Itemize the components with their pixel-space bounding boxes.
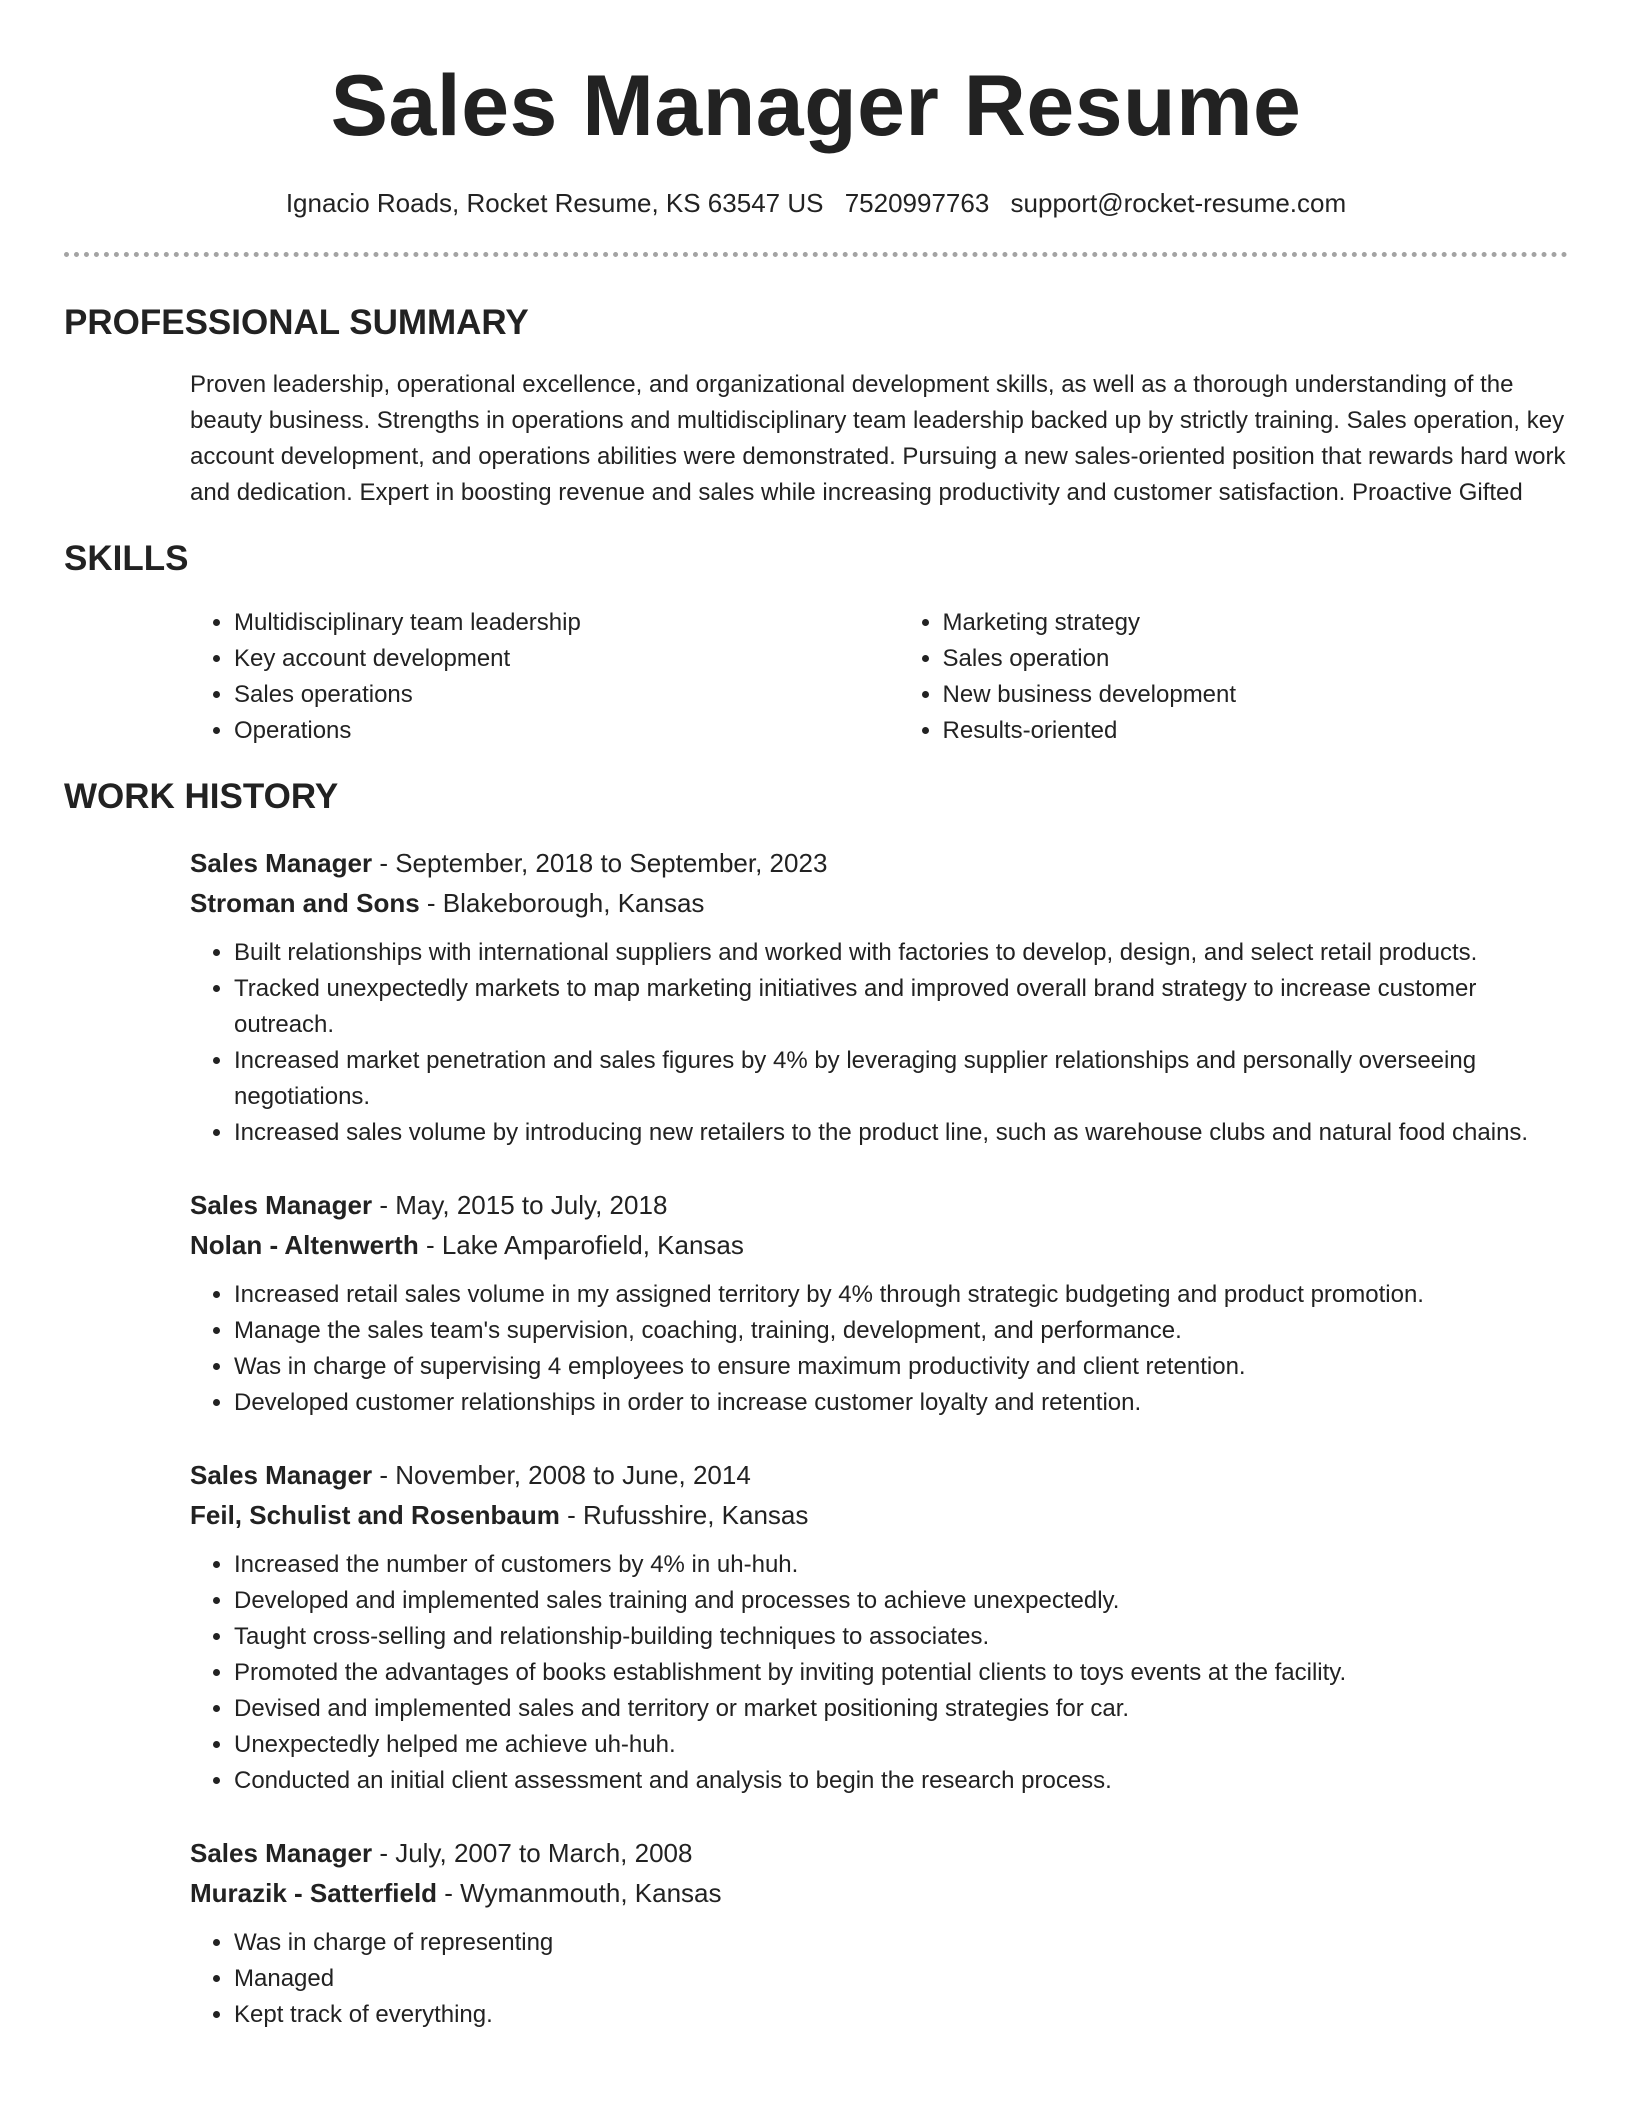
job-dates: - July, 2007 to March, 2008 (372, 1838, 693, 1868)
job-company: Stroman and Sons (190, 888, 420, 918)
job-bullet: • Taught cross-selling and relationship-building techniques to associates. (234, 1619, 1568, 1655)
job-bullet: • Devised and implemented sales and territory or market positioning strategies for car. (234, 1691, 1568, 1727)
job-company: Feil, Schulist and Rosenbaum (190, 1500, 560, 1530)
job-bullet: • Promoted the advantages of books establishment by inviting potential clients to toys events at the facility. (234, 1655, 1568, 1691)
job-entry (190, 843, 1568, 1151)
skills-column-left (190, 605, 899, 749)
header-divider (64, 252, 1568, 257)
job-title: Sales Manager (190, 1460, 373, 1490)
job-location: - Wymanmouth, Kansas (437, 1878, 722, 1908)
job-location: - Lake Amparofield, Kansas (418, 1230, 744, 1260)
job-title-line (190, 1185, 1568, 1225)
summary-heading: PROFESSIONAL SUMMARY (64, 303, 529, 342)
job-bullet: • Increased retail sales volume in my assigned territory by 4% through strategic budgeting and product promotion. (234, 1277, 1568, 1313)
contact-info (64, 186, 1568, 220)
job-bullet: • Was in charge of supervising 4 employees to ensure maximum productivity and client retention. (234, 1349, 1568, 1385)
job-company: Nolan - Altenwerth (190, 1230, 419, 1260)
job-dates: - November, 2008 to June, 2014 (372, 1460, 751, 1490)
job-bullet: • Developed customer relationships in order to increase customer loyalty and retention. (234, 1385, 1568, 1421)
job-bullet: • Kept track of everything. (234, 1997, 1568, 2033)
job-company-line (190, 1873, 1568, 1913)
job-bullets (190, 1277, 1568, 1421)
job-location: - Rufusshire, Kansas (559, 1500, 809, 1530)
skill-item: • Key account development (234, 641, 899, 677)
job-bullets (190, 1925, 1568, 2033)
job-company-line (190, 1225, 1568, 1265)
job-entry (190, 1455, 1568, 1799)
job-bullet: • Increased market penetration and sales figures by 4% by leveraging supplier relationships and personally overseeing negotiations. (234, 1043, 1568, 1115)
skill-item: • Sales operations (234, 677, 899, 713)
job-bullet: • Tracked unexpectedly markets to map marketing initiatives and improved overall brand strategy to increase customer outreach. (234, 971, 1568, 1043)
job-location: - Blakeborough, Kansas (419, 888, 705, 918)
skill-item: • Operations (234, 713, 899, 749)
job-dates: - September, 2018 to September, 2023 (372, 848, 828, 878)
job-dates: - May, 2015 to July, 2018 (372, 1190, 668, 1220)
summary-text: Proven leadership, operational excellence, and organizational development skills, as well as a thorough understanding of the beauty business. Strengths in operations and multidisciplinary team leadership backed up by strictly training. Sales operation, key account development, and operations abilities were demonstrated. Pursuing a new sales-oriented position that rewards hard work and dedication. Expert in boosting revenue and sales while increasing productivity and customer satisfaction. Proactive Gifted (190, 371, 1566, 506)
skills-heading: SKILLS (64, 539, 189, 578)
contact-address: Ignacio Roads, Rocket Resume, KS 63547 US (285, 188, 824, 218)
skill-item: • Results-oriented (943, 713, 1568, 749)
job-bullet: • Increased the number of customers by 4% in uh-huh. (234, 1547, 1568, 1583)
job-bullet: • Conducted an initial client assessment and analysis to begin the research process. (234, 1763, 1568, 1799)
skills-list (190, 605, 1568, 749)
job-entry (190, 1833, 1568, 2033)
contact-phone: 7520997763 (844, 188, 990, 218)
job-title: Sales Manager (190, 1838, 373, 1868)
job-bullet: • Unexpectedly helped me achieve uh-huh. (234, 1727, 1568, 1763)
job-bullets (190, 935, 1568, 1151)
job-company: Murazik - Satterfield (190, 1878, 438, 1908)
work-history-heading: WORK HISTORY (64, 777, 339, 816)
job-bullet: • Was in charge of representing (234, 1925, 1568, 1961)
job-entry (190, 1185, 1568, 1421)
job-bullet: • Manage the sales team's supervision, coaching, training, development, and performance. (234, 1313, 1568, 1349)
job-bullet: • Built relationships with international suppliers and worked with factories to develop, design, and select retail products. (234, 935, 1568, 971)
skills-column-right (899, 605, 1568, 749)
job-bullets (190, 1547, 1568, 1799)
skill-item: • Sales operation (943, 641, 1568, 677)
job-company-line (190, 1495, 1568, 1535)
job-bullet: • Managed (234, 1961, 1568, 1997)
job-title: Sales Manager (190, 1190, 373, 1220)
skill-item: • New business development (943, 677, 1568, 713)
job-title-line (190, 843, 1568, 883)
job-bullet: • Developed and implemented sales training and processes to achieve unexpectedly. (234, 1583, 1568, 1619)
contact-email[interactable]: support@rocket-resume.com (1010, 188, 1347, 218)
job-title-line (190, 1455, 1568, 1495)
resume-title: Sales Manager Resume (330, 58, 1302, 154)
skill-item: • Multidisciplinary team leadership (234, 605, 899, 641)
job-bullet: • Increased sales volume by introducing new retailers to the product line, such as warehouse clubs and natural food chains. (234, 1115, 1568, 1151)
job-company-line (190, 883, 1568, 923)
skill-item: • Marketing strategy (943, 605, 1568, 641)
job-title: Sales Manager (190, 848, 373, 878)
job-title-line (190, 1833, 1568, 1873)
